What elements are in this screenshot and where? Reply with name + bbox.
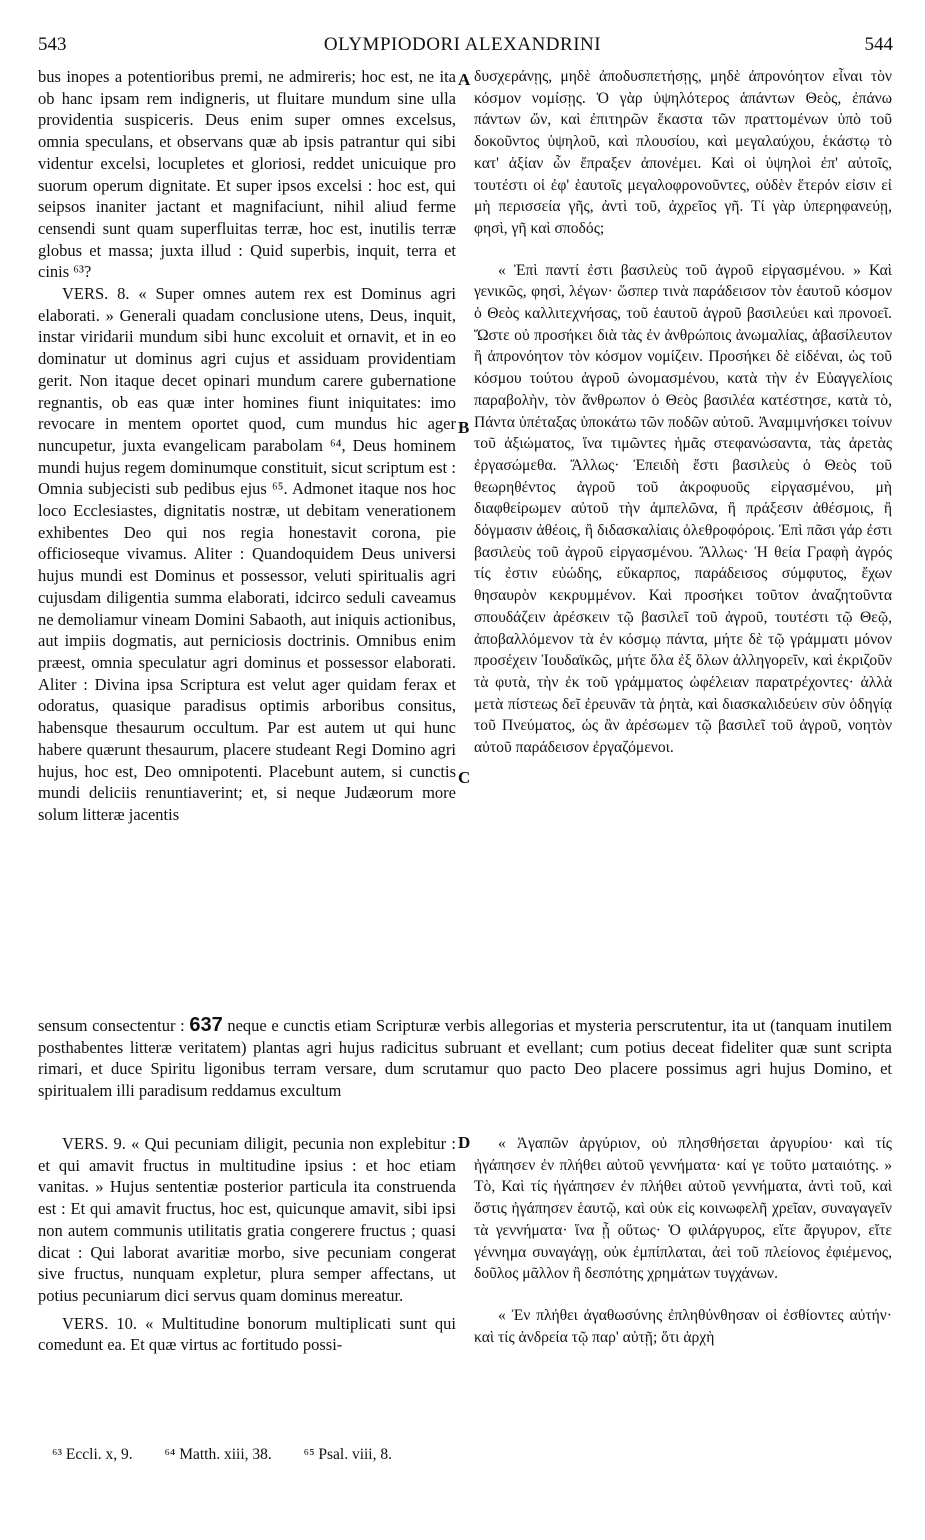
page-header	[30, 34, 895, 62]
greek-paragraph: « Ἐν πλήθει ἀγαθωσύνης ἐπληθύνθησαν οἱ ἐσθίοντες αὐτήν· καὶ τίς ἀνδρεία τῷ παρ' αὐτῇ; ὅτι ἀρχὴ	[474, 1306, 892, 1346]
margin-marker-d: D	[458, 1133, 471, 1152]
footnote: ⁶⁵ Psal. viii, 8.	[303, 1446, 392, 1463]
full-width-text-start: sensum consectentur :	[38, 1016, 185, 1035]
running-title: OLYMPIODORI ALEXANDRINI	[323, 34, 602, 55]
margin-marker-c: C	[458, 768, 471, 787]
greek-paragraph: δυσχεράνῃς, μηδὲ ἀποδυσπετήσῃς, μηδὲ ἀπρονόητον εἶναι τὸν κόσμον νομίσῃς. Ὁ γὰρ ὑψηλότερος ἁπάντων Θεὸς, ἐπάνω πάντων ὤν, καὶ ἐπιτηρῶν ἕκαστα τῶν πραττομένων ὑπὸ τοῦ δοκοῦντος ὑψηλοῦ, καὶ πλουσίου, καὶ μεγαλαύχου, ἑκάστῳ τὸ κατ' ἀξίαν ὧν ἔπραξεν ἀπονέμει. Καὶ οἱ ὑψηλοὶ ἐπ' αὐτοῖς, τουτέστι οἱ ἐφ' ἑαυτοῖς μεγαλοφρονοῦντες, οὐδὲν ἕτερόν εἰσιν εἰ μὴ περισσεία γῆς, ἀντὶ τοῦ, ἀχρεῖος γῆ. Τί γὰρ ὑπερηφανεύῃ, φησὶ, γῆ καὶ σποδός;	[474, 68, 892, 237]
page-number-left: 543	[38, 34, 67, 55]
full-width-text-end: neque e cunctis etiam Scripturæ verbis allegorias et mysteria perscrutentur, ita ut (tanquam inutilem posthabentes litteræ veritatem) plantas agri hujus radicitus subruant et evellant; cum potius deceat fideliter quæ sunt scripta rimari, et duce Spiritu ligonibus terram versare, dum scrutamur quo pacto Deo placere possimus agri hujus Domino, et spiritualem illi paradisum reddamus excultum	[38, 1016, 893, 1101]
footnotes	[52, 1446, 652, 1464]
page-number-right: 544	[864, 34, 893, 55]
margin-marker-a: A	[458, 70, 471, 89]
migne-column-number: 637	[189, 1014, 223, 1036]
latin-paragraph: VERS. 8. « Super omnes autem rex est Dominus agri elaborati. » Generali quadam conclusione utens, Deus, inquit, instar viridarii mundum sibi hunc excoluit et ornavit, et in eo dominatur ut dominus agri cujus et assiduam providentiam gerit. Non itaque decet opinari mundum carere gubernatione regnantis, ob eas quæ inter homines fiunt iniquitates: imo revocare in mentem oportet quod, cum mundus hic ager nuncupetur, juxta evangelicam parabolam ⁶⁴, Deus hominem mundi hujus regem dominumque constituit, sicut scriptum est : Omnia subjecisti sub pedibus ejus ⁶⁵. Admonet itaque nos hoc loco Ecclesiastes, dignitatis nostræ, ut debitam venerationem exhibentes Deo qui nos regia honestavit corona, pie officioseque vivamus. Aliter : Quandoquidem Deus universi hujus mundi est Dominus et possessor, veluti spiritualis agri cujusdam diligentia summa elaborati, idcirco seduli caveamus ne demoliamur vineam Domini Sabaoth, aut iniquis actionibus, aut impiis dogmatis, aut perniciosis doctrinis. Omnibus enim præest, omnia speculatur agri dominus et possessor elaborati. Aliter : Divina ipsa Scriptura est velut ager quidam ferax et odoratus, quasique paradisus optimis arboribus consitus, habensque thesaurum occultum. Par est autem ut qui hunc habere quærunt thesaurum, placere studeant Regi Domino agri hujus, hoc est, Deo omnipotenti. Placebunt autem, si cunctis mundi deliciis renuntiaverint; et, si neque Judæorum more solum litteræ jacentis	[38, 284, 456, 824]
margin-marker-b: B	[458, 418, 470, 437]
latin-paragraph: VERS. 10. « Multitudine bonorum multiplicati sunt qui comedunt ea. Et quæ virtus ac fortitudo possi-	[38, 1313, 456, 1355]
greek-column-lower	[474, 1133, 892, 1348]
greek-paragraph: « Ἐπὶ παντί ἐστι βασιλεὺς τοῦ ἀγροῦ εἰργασμένου. » Καὶ γενικῶς, φησὶ, λέγων· ὥσπερ τινὰ παράδεισον τὸν ἑαυτοῦ κόσμον ὁ Θεὸς καλλιτεχνήσας, τοῦ ἑαυτοῦ ἀγροῦ βασιλεύει καὶ προνοεῖ. Ὥστε οὐ προσήκει διὰ τὰς ἐν ἀνθρώποις ἀνωμαλίας, ἀβασίλευτον ἢ ἀπρονόητον τὸν κόσμον νομίζειν. Προσήκει δὲ εἰδέναι, ὡς τοῦ κόσμου τούτου ἀγροῦ ὠνομασμένου, κατὰ τὴν ἐν Εὐαγγελίοις παραβολὴν, τὸν ἄνθρωπον ὁ Θεὸς βασιλέα κατέστησε, κατὰ τὸ, Πάντα ὑπέταξας ὑποκάτω τῶν ποδῶν αὐτοῦ. Ἀναμιμνήσκει τοίνυν τοῦ ἀξιώματος, ἵνα τιμῶντες ἡμᾶς στεφανώσαντα, τὰς ἀρετὰς ἐργασώμεθα. Ἄλλως· Ἐπειδὴ ἔστι βασιλεὺς ὁ Θεὸς τοῦ θεωρηθέντος ἀγροῦ τοῦ ἀκροφυοῦς εἰργασμένου, μὴ διαφθείρωμεν αὐτοῦ τὴν ἀμπελῶνα, ἢ πράξεσιν ἀθέσμοις, ἢ δόγμασιν ἀθέοις, ἢ διδασκαλίαις ὀλεθροφόροις. Ἐπὶ πᾶσι γάρ ἐστι βασιλεὺς τοῦ ἀγροῦ εἰργασμένου. Ἄλλως· Ἡ θεία Γραφὴ ἀγρός τίς ἐστιν εὐώδης, εὔκαρπος, παράδεισος σύμφυτος, ἔχων θησαυρὸν κεκρυμμένον. Καὶ προσήκει τοῦτον ἀναζητοῦντα σπουδάζειν ἀρέσκειν τῷ βασιλεῖ τοῦ ἀγροῦ, τουτέστι τῷ Θεῷ, ἀποβαλλόμενον τὰ ἐν κόσμῳ πάντα, μήτε δὲ τῷ γράμματι μόνον προσέχειν Ἰουδαϊκῶς, μήτε ὅλα ἐξ ὅλων ἀλληγορεῖν, καὶ ἐκριζοῦν τὰ φυτὰ, τὴν ἐκ τοῦ γράμματος ὠφέλειαν παρατρέχοντες· ἀλλὰ μετὰ πίστεως δεῖ ἐρευνᾶν τὰ ῥητὰ, καὶ διασκαλιδεύειν σὺν ὁδηγίᾳ τοῦ Πνεύματος, ὡς ἂν ἀρέσωμεν τῷ βασιλεῖ τοῦ ἀγροῦ, νοητὸν αὐτοῦ παράδεισον ἐργαζόμενοι.	[474, 261, 892, 757]
footnote: ⁶³ Eccli. x, 9.	[52, 1446, 133, 1463]
latin-column-upper	[38, 66, 456, 826]
footnote: ⁶⁴ Matth. xiii, 38.	[164, 1446, 272, 1463]
greek-column-upper	[474, 66, 892, 759]
latin-paragraph: bus inopes a potentioribus premi, ne admireris; hoc est, ne ita ob hanc ipsam rem indigneris, ut fluitare mundum sine ulla providentia suspiceris. Deus enim super omnes excelsus, omnia speculans, et observans quæ ab ipsis patrantur qui sibi videntur excelsi, locupletes et gloriosi, reddet unicuique pro suorum operum dignitate. Et super ipsos excelsi : hoc est, qui seipsos inaniter jactant et magnifaciunt, nihil aliud ferme censendi sunt quam superfluitas terræ, hoc est, inutilis terræ globus et massa; juxta illud : Quid superbis, inquit, terra et cinis ⁶³?	[38, 67, 456, 282]
latin-paragraph: VERS. 9. « Qui pecuniam diligit, pecunia non explebitur : et qui amavit fructus in multitudine ipsius : et hoc etiam vanitas. » Hujus sententiæ posterior particula ita construenda est : Et qui amavit fructus, hoc est, quicunque amavit, sibi ipsi non autem communis utilitatis gratia congerere fructus ; quasi dicat : Qui laborat avaritiæ morbo, sive pecuniam congerat sive fructus, nunquam expletur, plura semper affectans, ut potius pecuniarum dici servus quam dominus mereatur.	[38, 1134, 456, 1305]
full-width-text	[38, 1015, 892, 1102]
greek-paragraph: « Ἀγαπῶν ἀργύριον, οὐ πλησθήσεται ἀργυρίου· καὶ τίς ἠγάπησεν ἐν πλήθει αὐτοῦ γεννήματα· καί γε τοῦτο ματαιότης. » Τὸ, Καὶ τίς ἠγάπησεν ἐν πλήθει αὐτοῦ γεννήματα, ἀντὶ τοῦ, καὶ ὅστις ἠγάπησεν ἑαυτῷ, καὶ οὐκ εἰς κοινωφελῆ χρεῖαν, συναγαγεῖν τὰ γεννήματα· ἵνα ᾖ οὕτως· Ὁ φιλάργυρος, εἴτε ἄργυρον, εἴτε γέννημα συναγάγῃ, οὐκ ἐμπίπλαται, ἀεὶ τοῦ πλείονος ἐφιέμενος, δοῦλος μᾶλλον ἢ δεσπότης χρημάτων τυγχάνων.	[474, 1135, 892, 1283]
latin-column-lower	[38, 1133, 456, 1356]
